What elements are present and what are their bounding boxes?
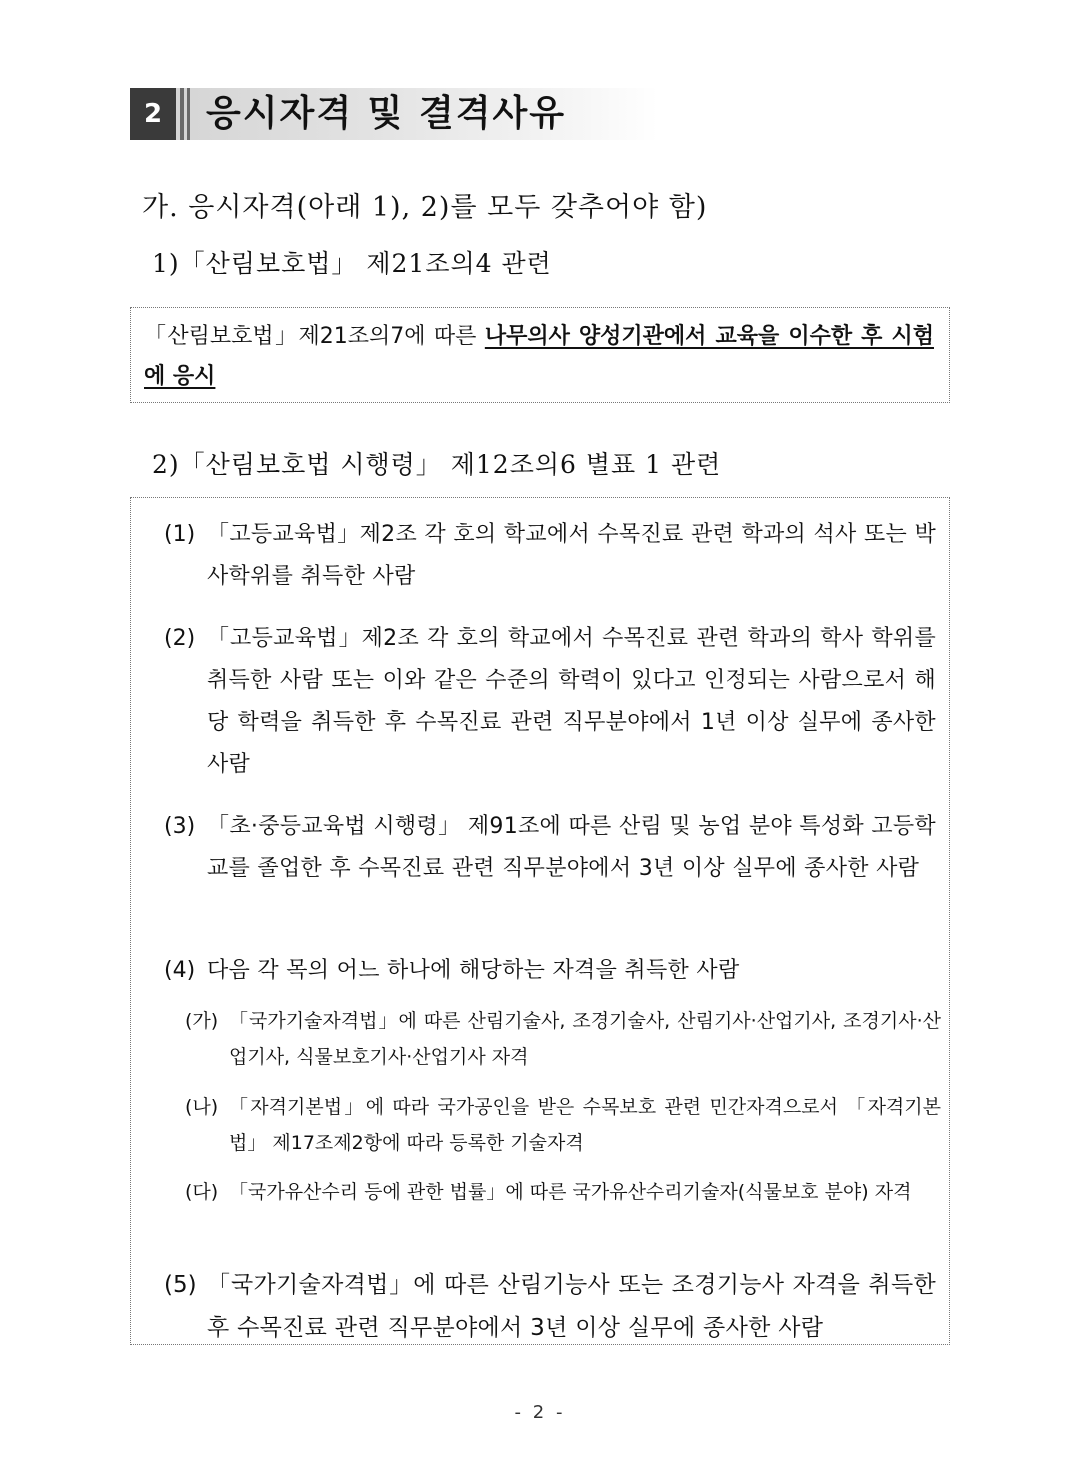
- section-title: 응시자격 및 결격사유: [206, 93, 567, 134]
- sub-list-item-number: (나): [185, 1096, 219, 1118]
- list-item-text: 「초·중등교육법 시행령」 제91조에 따른 산림 및 농업 분야 특성화 고등학교를 졸업한 후 수목진료 관련 직무분야에서 3년 이상 실무에 종사한 사람: [207, 814, 936, 881]
- list-item-3: [164, 806, 936, 890]
- list-item-2: [164, 618, 936, 786]
- header-stripe-2: [187, 88, 190, 140]
- list-item-text: 「고등교육법」제2조 각 호의 학교에서 수목진료 관련 학과의 학사 학위를 취득한 사람 또는 이와 같은 수준의 학력이 있다고 인정되는 사람으로서 해당 학력을 취득한 후 수목진료 관련 직무분야에서 1년 이상 실무에 종사한 사람: [207, 626, 936, 777]
- header-stripe-1: [180, 88, 184, 140]
- sub-list-item-text: 「국가기술자격법」에 따른 산림기술사, 조경기술사, 산림기사·산업기사, 조경기사·산업기사, 식물보호기사·산업기사 자격: [229, 1010, 941, 1068]
- list-item-4: [164, 950, 936, 992]
- sub-list-item-da: [185, 1174, 941, 1210]
- list-item-1: [164, 514, 936, 598]
- page-number: - 2 -: [514, 1402, 566, 1423]
- box1-prefix-text: 「산림보호법」제21조의7에 따른: [144, 324, 485, 349]
- requirement-box-1: [130, 307, 950, 403]
- sub-list-item-number: (가): [185, 1010, 219, 1032]
- sub-list-item-text: 「자격기본법」에 따라 국가공인을 받은 수목보호 관련 민간자격으로서 「자격기본법」 제17조제2항에 따라 등록한 기술자격: [229, 1096, 941, 1154]
- list-item-text: 「고등교육법」제2조 각 호의 학교에서 수목진료 관련 학과의 석사 또는 박사학위를 취득한 사람: [207, 522, 936, 589]
- requirement-box-2: [130, 497, 950, 1345]
- list-item-number: (5): [164, 1272, 197, 1298]
- list-item-text: 「국가기술자격법」에 따른 산림기능사 또는 조경기능사 자격을 취득한 후 수목진료 관련 직무분야에서 3년 이상 실무에 종사한 사람: [207, 1272, 936, 1341]
- sub-list-item-na: [185, 1089, 941, 1161]
- list-item-number: (4): [164, 958, 196, 983]
- sub-list-item-ga: [185, 1003, 941, 1075]
- sub-list-item-text: 「국가유산수리 등에 관한 법률」에 따른 국가유산수리기술자(식물보호 분야) 자격: [229, 1181, 912, 1203]
- sub-list-item-number: (다): [185, 1181, 219, 1203]
- list-item-5: [164, 1264, 936, 1350]
- section-number-badge: 2: [130, 88, 176, 140]
- subsection-2-title: 2)「산림보호법 시행령」 제12조의6 별표 1 관련: [152, 450, 722, 479]
- list-item-number: (3): [164, 814, 196, 839]
- subsection-1-title: 1)「산림보호법」 제21조의4 관련: [152, 249, 552, 278]
- list-item-number: (2): [164, 626, 196, 651]
- list-item-number: (1): [164, 522, 196, 547]
- box1-emphasis-text: 나무의사 양성기관에서 교육을 이수한 후 시험에 응시: [144, 324, 934, 389]
- section-a-title: 가. 응시자격(아래 1), 2)를 모두 갖추어야 함): [142, 192, 708, 223]
- list-item-text: 다음 각 목의 어느 하나에 해당하는 자격을 취득한 사람: [207, 958, 740, 983]
